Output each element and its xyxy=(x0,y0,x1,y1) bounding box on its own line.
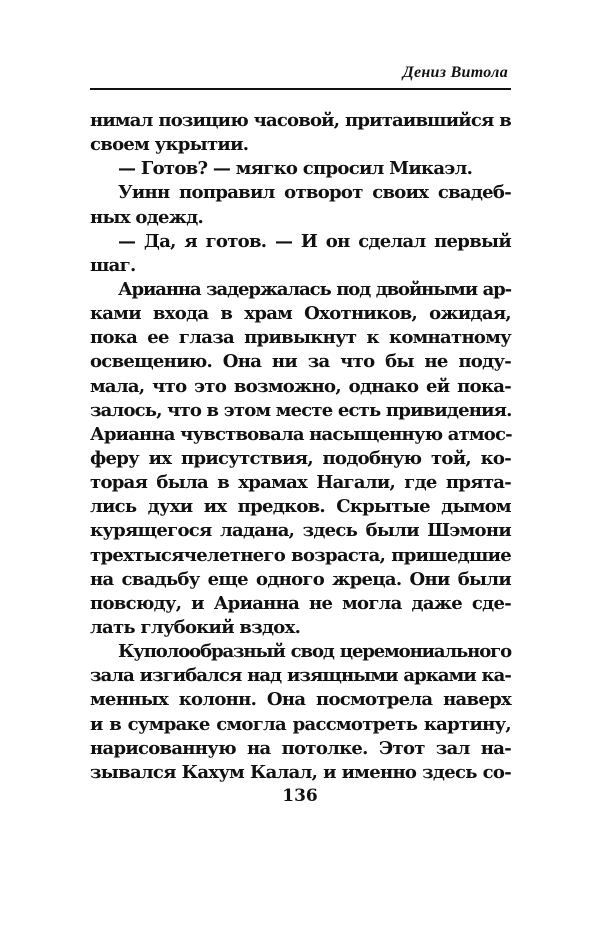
text-line: ных одежд. xyxy=(90,206,204,228)
text-line: Арианна задержалась под двойными ар- xyxy=(118,278,511,300)
text-line: — Да, я готов. — И он сделал первый xyxy=(118,230,511,252)
running-head-author: Дениз Витола xyxy=(402,64,508,81)
text-line: нарисованную на потолке. Этот зал на- xyxy=(90,737,511,759)
text-line: менных колонн. Она посмотрела наверх xyxy=(90,689,511,711)
text-line: лать глубокий вздох. xyxy=(90,616,301,638)
text-line: — Готов? — мягко спросил Микаэл. xyxy=(118,158,473,180)
text-line: лись духи их предков. Скрытые дымом xyxy=(90,496,511,518)
text-line: повсюду, и Арианна не могла даже сде- xyxy=(90,592,511,614)
text-line: на свадьбу еще одного жреца. Они были xyxy=(90,568,511,590)
text-line: торая была в храмах Нагали, где прята- xyxy=(90,472,511,494)
text-line: курящегося ладана, здесь были Шэмони xyxy=(90,520,511,542)
page-number: 136 xyxy=(282,786,318,806)
text-line: нимал позицию часовой, притаившийся в xyxy=(90,110,511,131)
text-line: Куполообразный свод церемониального xyxy=(118,641,511,663)
text-line: Уинн поправил отворот своих свадеб- xyxy=(118,182,511,204)
text-line: освещению. Она ни за что бы не поду- xyxy=(90,351,511,373)
text-line: и в сумраке смогла рассмотреть картину, xyxy=(90,713,511,735)
text-line: трехтысячелетнего возраста, пришедшие xyxy=(90,544,511,566)
text-line: шаг. xyxy=(90,254,136,276)
text-line: своем укрытии. xyxy=(90,134,249,156)
text-line: зывался Кахум Калал, и именно здесь со- xyxy=(90,761,511,783)
header-rule xyxy=(90,88,511,90)
text-line: ками входа в храм Охотников, ожидая, xyxy=(90,303,511,325)
text-line: мала, что это возможно, однако ей пока- xyxy=(90,375,511,397)
text-line: пока ее глаза привыкнут к комнатному xyxy=(90,327,511,349)
text-line: Арианна чувствовала насыщенную атмос- xyxy=(90,423,512,445)
text-line: зала изгибался над изящными арками ка- xyxy=(90,665,511,687)
text-line: феру их присутствия, подобную той, ко- xyxy=(90,447,511,469)
text-line: залось, что в этом месте есть привидения. xyxy=(90,399,512,421)
body-text xyxy=(90,109,511,785)
